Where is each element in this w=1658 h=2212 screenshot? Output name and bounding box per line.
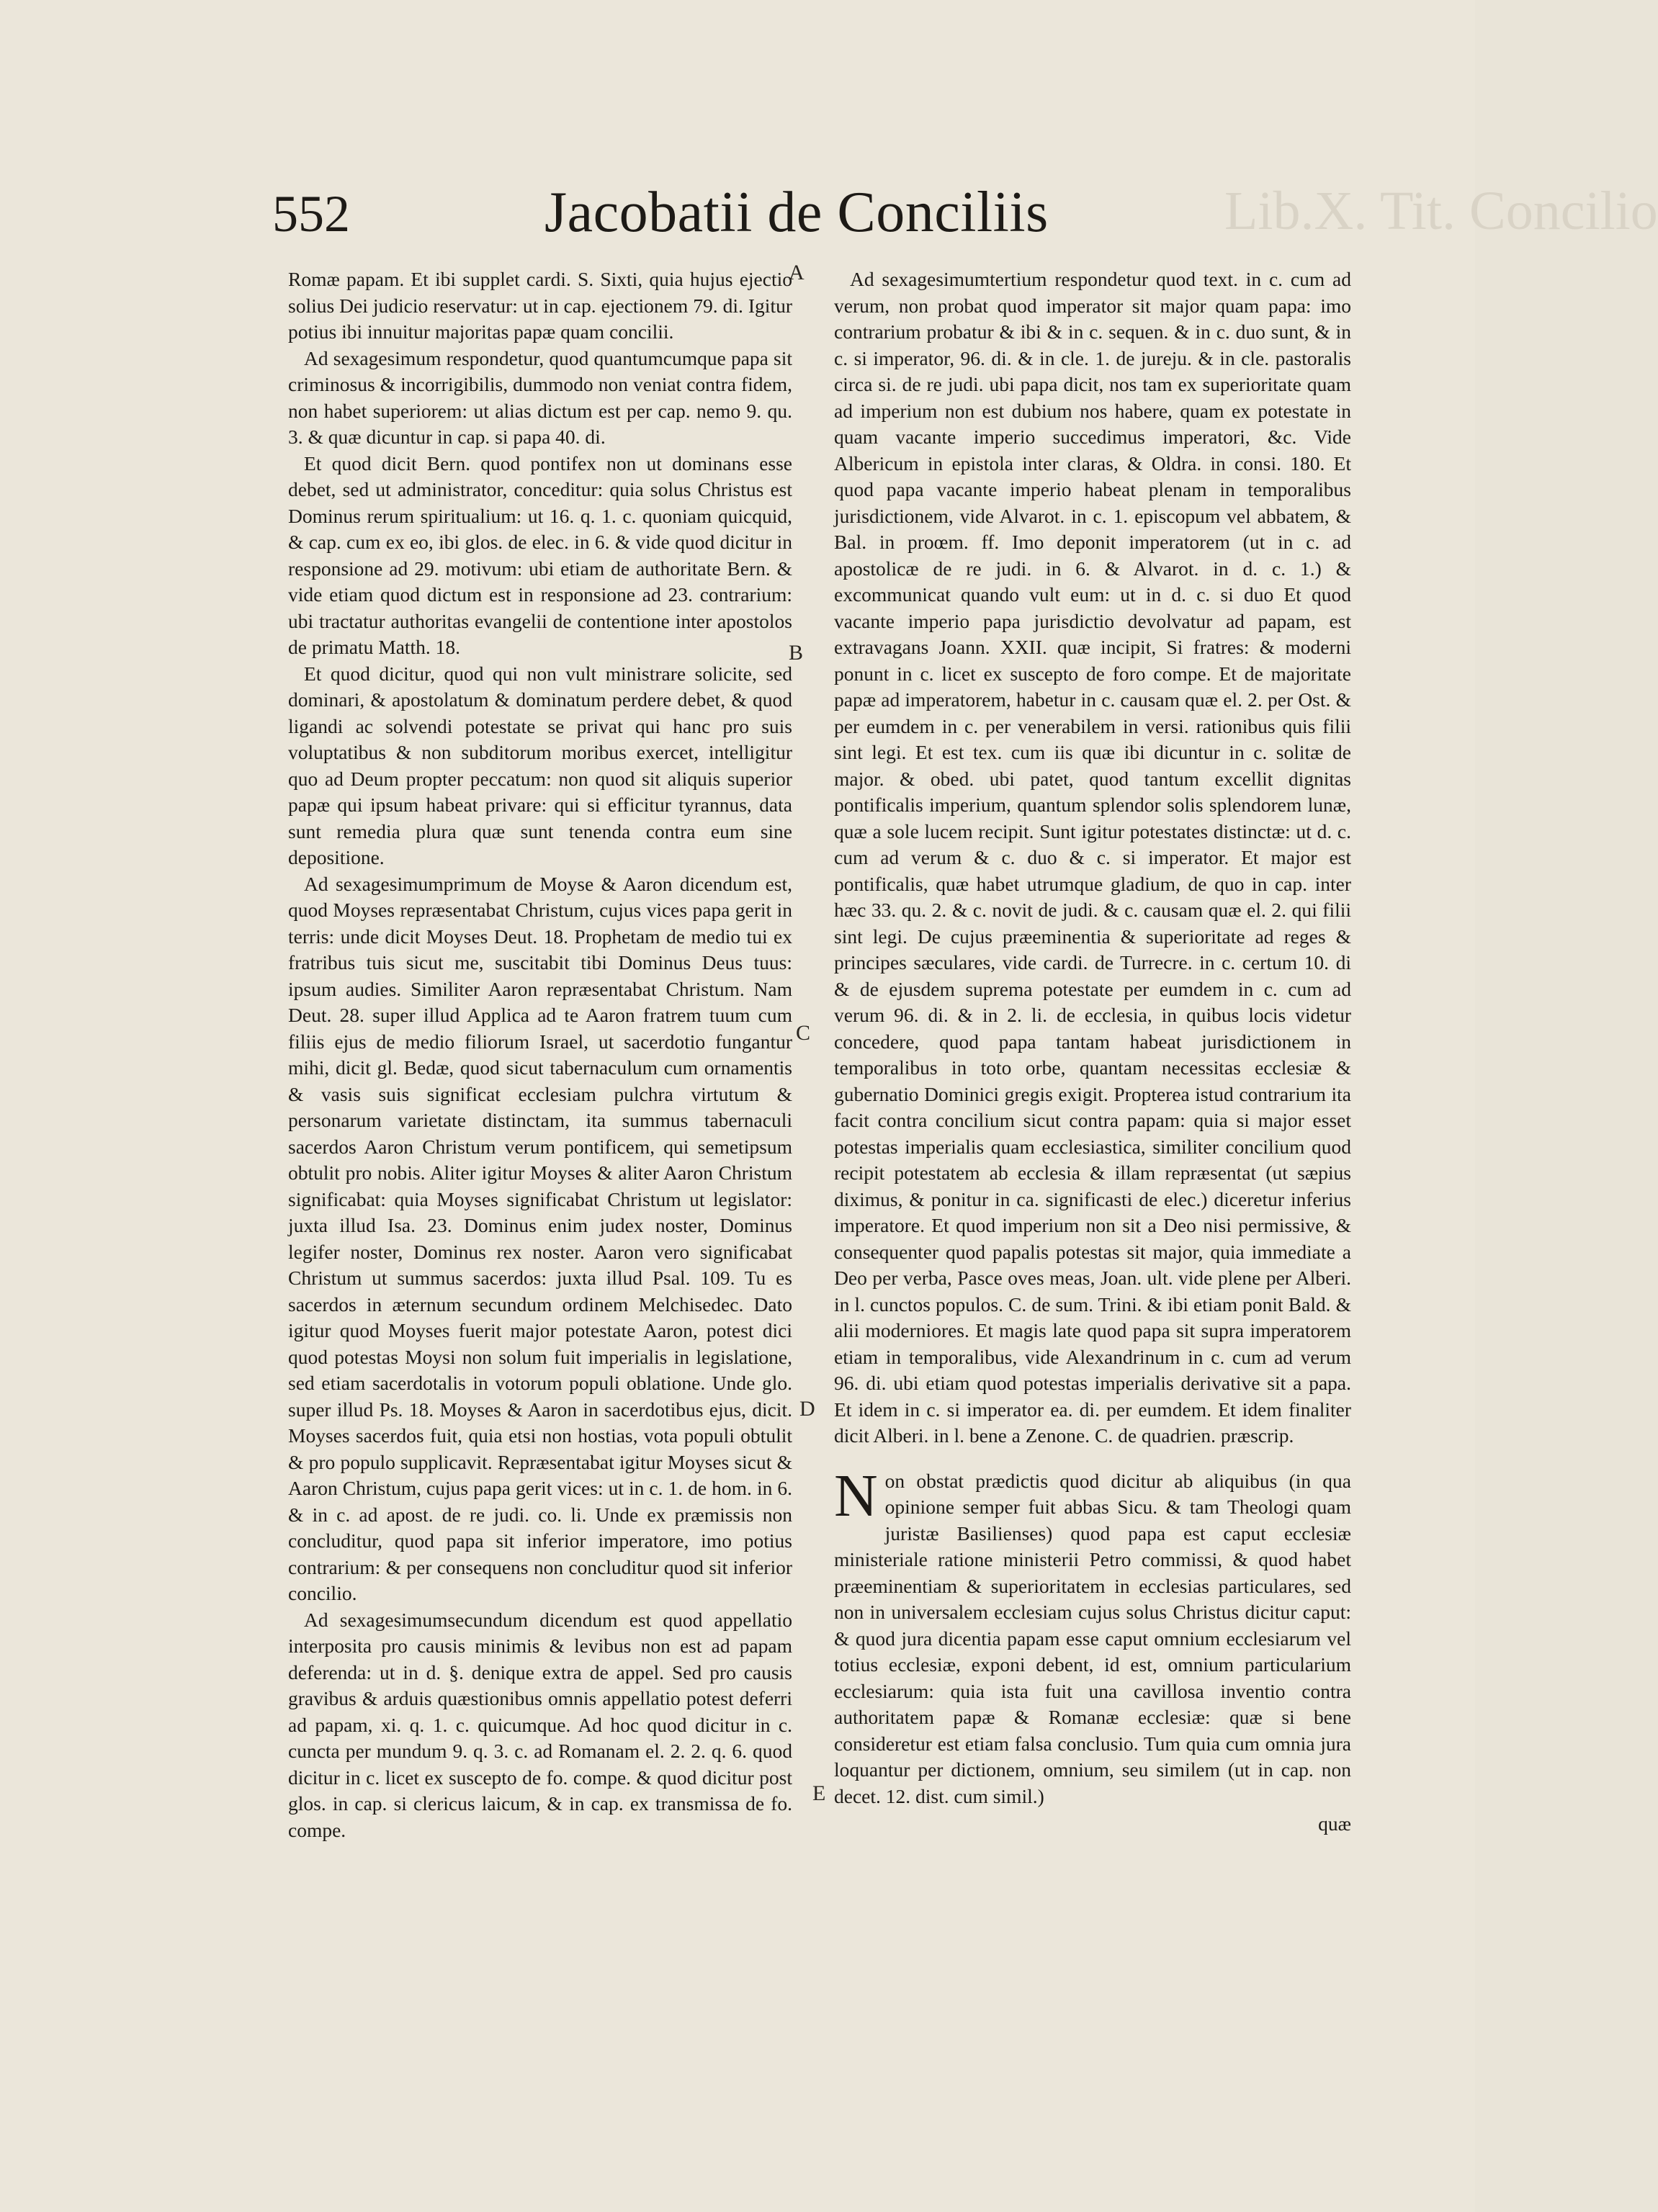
show-through-text: Lib.X. Tit. Concilio — [1224, 181, 1658, 241]
left-paragraph-4: Et quod dicitur, quod qui non vult ministrare solicite, sed dominari, & apostolatum & dominatum perdere debet, & quod ligandi ac solvendi potestate se privat qui hanc pro suis voluptatibus & non subditorum moribus exercet, intelligitur quo ad Deum propter peccatum: non quod sit aliquis superior papæ qui ipsum habeat privare: qui si efficitur tyrannus, data sunt remedia plura quæ sunt tenenda contra eum sine depositione. — [288, 662, 792, 868]
margin-marker-c: C — [796, 1021, 811, 1045]
margin-marker-e: E — [812, 1781, 826, 1805]
running-title: Jacobatii de Conciliis — [545, 181, 1049, 244]
right-paragraph-2: Non obstat prædictis quod dicitur ab aliquibus (in qua opinione semper fuit abbas Sicu. & tam Theologi quam juristæ Basilienses) quod papa est caput ecclesiæ ministeriale ratione ministerii Petro commissi, & quod habet præeminentiam & superioritatem in ecclesias particulares, sed non in universalem ecclesiam cujus solus Christus dicitur caput: & quod jura dicentia papam esse caput omnium ecclesiarum vel totius ecclesiæ, exponi debent, id est, omnium particularium ecclesiarum: quia ista fuit una cavillosa inventio contra authoritatem papæ & Romanæ ecclesiæ: quæ si bene consideretur est etiam falsa conclusio. Tum quia cum omnia jura loquantur per dictionem, omnium, seu similem (ut in cap. non decet. 12. dist. cum simil.) — [834, 1462, 1351, 1807]
left-column — [288, 266, 792, 1843]
right-column — [834, 266, 1351, 1838]
left-paragraph-3: Et quod dicit Bern. quod pontifex non ut dominans esse debet, sed ut administrator, conceditur: quia solus Christus est Dominus rerum spiritualium: ut 16. q. 1. c. quoniam quicquid, & cap. cum ex eo, ibi glos. de elec. in 6. & vide quod dicitur in responsione ad 29. motivum: ubi etiam de authoritate Bern. & vide etiam quod dictum est in responsione ad 23. contrarium: ubi tractatur authoritas evangelii de contentione inter apostolos de primatu Matth. 18. — [288, 451, 792, 658]
margin-marker-a: A — [789, 261, 805, 284]
right-paragraph-1: Ad sexagesimumtertium respondetur quod text. in c. cum ad verum, non probat quod imperator sit major quam papa: imo contrarium probatur & ibi & in c. sequen. & in c. duo sunt, & in c. si imperator, 96. di. & in cle. 1. de jureju. & in cle. pastoralis circa si. de re judi. ubi papa dicit, nos tam ex superioritate quam ad imperium non est dubium nos habere, quam ex potestate in quam vacante imperio succedimus imperatori, &c. Vide Albericum in epistola inter claras, & Oldra. in consi. 180. Et quod papa vacante imperio habeat plenam in temporalibus jurisdictionem, vide Alvarot. in c. 1. episcopum vel abbatem, & Bal. in proœm. ff. Imo deponit imperatorem (ut in c. ad apostolicæ de re judi. in 6. & Alvarot. in d. c. 1.) & excommunicat quando vult eum: ut in d. c. si duo Et quod vacante imperio papa jurisdictio devolvatur ad papam, est extravagans Joann. XXII. quæ incipit, Si fratres: & moderni ponunt in c. licet ex suscepto de foro compe. Et de majoritate papæ ad imperatorem, habetur in c. causam quæ el. 2. per Ost. & per eumdem in c. per venerabilem in versi. rationibus quis filii sint legi. Et est tex. cum iis quæ ibi dicuntur in c. solitæ de major. & obed. ubi patet, quod tantum excellit dignitas pontificalis imperium, quantum splendor solis splendorem lunæ, quæ a sole lucem recipit. Sunt igitur potestates distinctæ: ut d. c. cum ad verum & c. duo & c. si imperator. Et major est pontificalis, quæ habet utrumque gladium, de quo in cap. inter hæc 33. qu. 2. & c. novit de judi. & c. causam quæ el. 2. qui filii sint legi. De cujus præeminentia & superioritate ad reges & principes sæculares, vide cardi. de Turrecre. in c. certum 10. di & de ejusdem suprema potestate per eumdem in c. cum ad verum 96. di. & in 2. li. de ecclesia, in quibus locis videtur concedere, quod papa tantam habeat jurisdictionem in temporalibus in toto orbe, quantam necessitas ecclesiæ & gubernatio Dominici gregis exigit. Propterea istud contrarium ita facit contra concilium sicut contra papam: quia si major esset potestas imperialis quam ecclesiastica, similiter concilium quod recipit potestatem ab ecclesia & illam repræsentat (ut sæpius diximus, & ponitur in ca. significasti de elec.) diceretur inferius imperatore. Et quod imperium non sit a Deo nisi permissive, & consequenter quod papalis potestas sit major, quia immediate a Deo per verba, Pasce oves meas, Joan. ult. vide plene per Alberi. in l. cunctos populos. C. de sum. Trini. & ibi etiam ponit Bald. & alii moderniores. Et magis late quod papa sit supra imperatorem etiam in temporalibus, vide Alexandrinum in c. cum ad verum 96. di. ubi etiam quod potestas imperialis derivative sit a papa. Et idem in c. si imperator ea. di. per eumdem. Et idem finaliter dicit Alberi. in l. bene a Zenone. C. de quadrien. præscrip. — [834, 268, 1351, 1447]
left-paragraph-2: Ad sexagesimum respondetur, quod quantumcumque papa sit criminosus & incorrigibilis, dummodo non veniat contra fidem, non habet superiorem: ut alias dictum est per cap. nemo 9. qu. 3. & quæ dicuntur in cap. si papa 40. di. — [288, 346, 792, 448]
page-header — [272, 180, 1137, 259]
left-paragraph-1: Romæ papam. Et ibi supplet cardi. S. Sixti, quia hujus ejectio solius Dei judicio reservatur: ut in cap. ejectionem 79. di. Igitur potius ibi innuitur majoritas papæ quam concilii. — [288, 268, 792, 343]
left-paragraph-5: Ad sexagesimumprimum de Moyse & Aaron dicendum est, quod Moyses repræsentabat Christum, cujus vices papa gerit in terris: unde dicit Moyses Deut. 18. Prophetam de medio tui ex fratribus tuis sicut me, suscitabit tibi Dominus Deus tuus: ipsum audies. Similiter Aaron repræsentabat Christum. Nam Deut. 28. super illud Applica ad te Aaron fratrem tuum cum filiis ejus de medio filiorum Israel, ut sacerdotio fungantur mihi, dicit gl. Bedæ, quod sicut tabernaculum cum ornamentis & vasis suis significat ecclesiam pulchra virtutum & personarum varietate distinctam, ita summus tabernaculi sacerdos Aaron Christum verum pontificem, qui semetipsum obtulit pro nobis. Aliter igitur Moyses & aliter Aaron Christum significabat: quia Moyses significabat Christum ut legislator: juxta illud Isa. 23. Dominus enim judex noster, Dominus legifer noster, Dominus rex noster. Aaron vero significabat Christum ut summus sacerdos: juxta illud Psal. 109. Tu es sacerdos in æternum secundum ordinem Melchisedec. Dato igitur quod Moyses fuerit major potestate Aaron, potest dici quod potestas Moysi non solum fuit imperialis in legislatione, sed etiam sacerdotalis in votorum populi oblatione. Unde glo. super illud Ps. 18. Moyses & Aaron in sacerdotibus ejus, dicit. Moyses sacerdos fuit, quia etsi non hostias, vota populi obtulit & pro populo supplicavit. Repræsentabat igitur Moyses sicut & Aaron Christum, cujus papa gerit vices: ut in c. 1. de hom. in 6. & in c. ad apost. de re judi. co. li. Unde ex præmissis non concluditur, quod papa sit inferior imperatore, imo potius contrarium: & per consequens non concluditur quod sit inferior concilio. — [288, 872, 792, 1604]
left-paragraph-6: Ad sexagesimumsecundum dicendum est quod appellatio interposita pro causis minimis & levibus non est ad papam deferenda: ut in d. §. denique extra de appel. Sed pro causis gravibus & arduis quæstionibus omnis appellatio potest deferri ad papam, xi. q. 1. c. quicumque. Ad hoc quod dicitur in c. cuncta per mundum 9. q. 3. c. ad Romanam el. 2. 2. q. 6. quod dicitur in c. licet ex suscepto de fo. compe. & quod dicitur post glos. in cap. si clericus laicum, & in cap. ex transmissa de fo. compe. — [288, 1608, 792, 1841]
catchword: quæ — [1318, 1812, 1351, 1835]
page-number: 552 — [272, 185, 350, 243]
margin-marker-b: B — [789, 641, 804, 665]
margin-marker-d: D — [799, 1397, 815, 1421]
